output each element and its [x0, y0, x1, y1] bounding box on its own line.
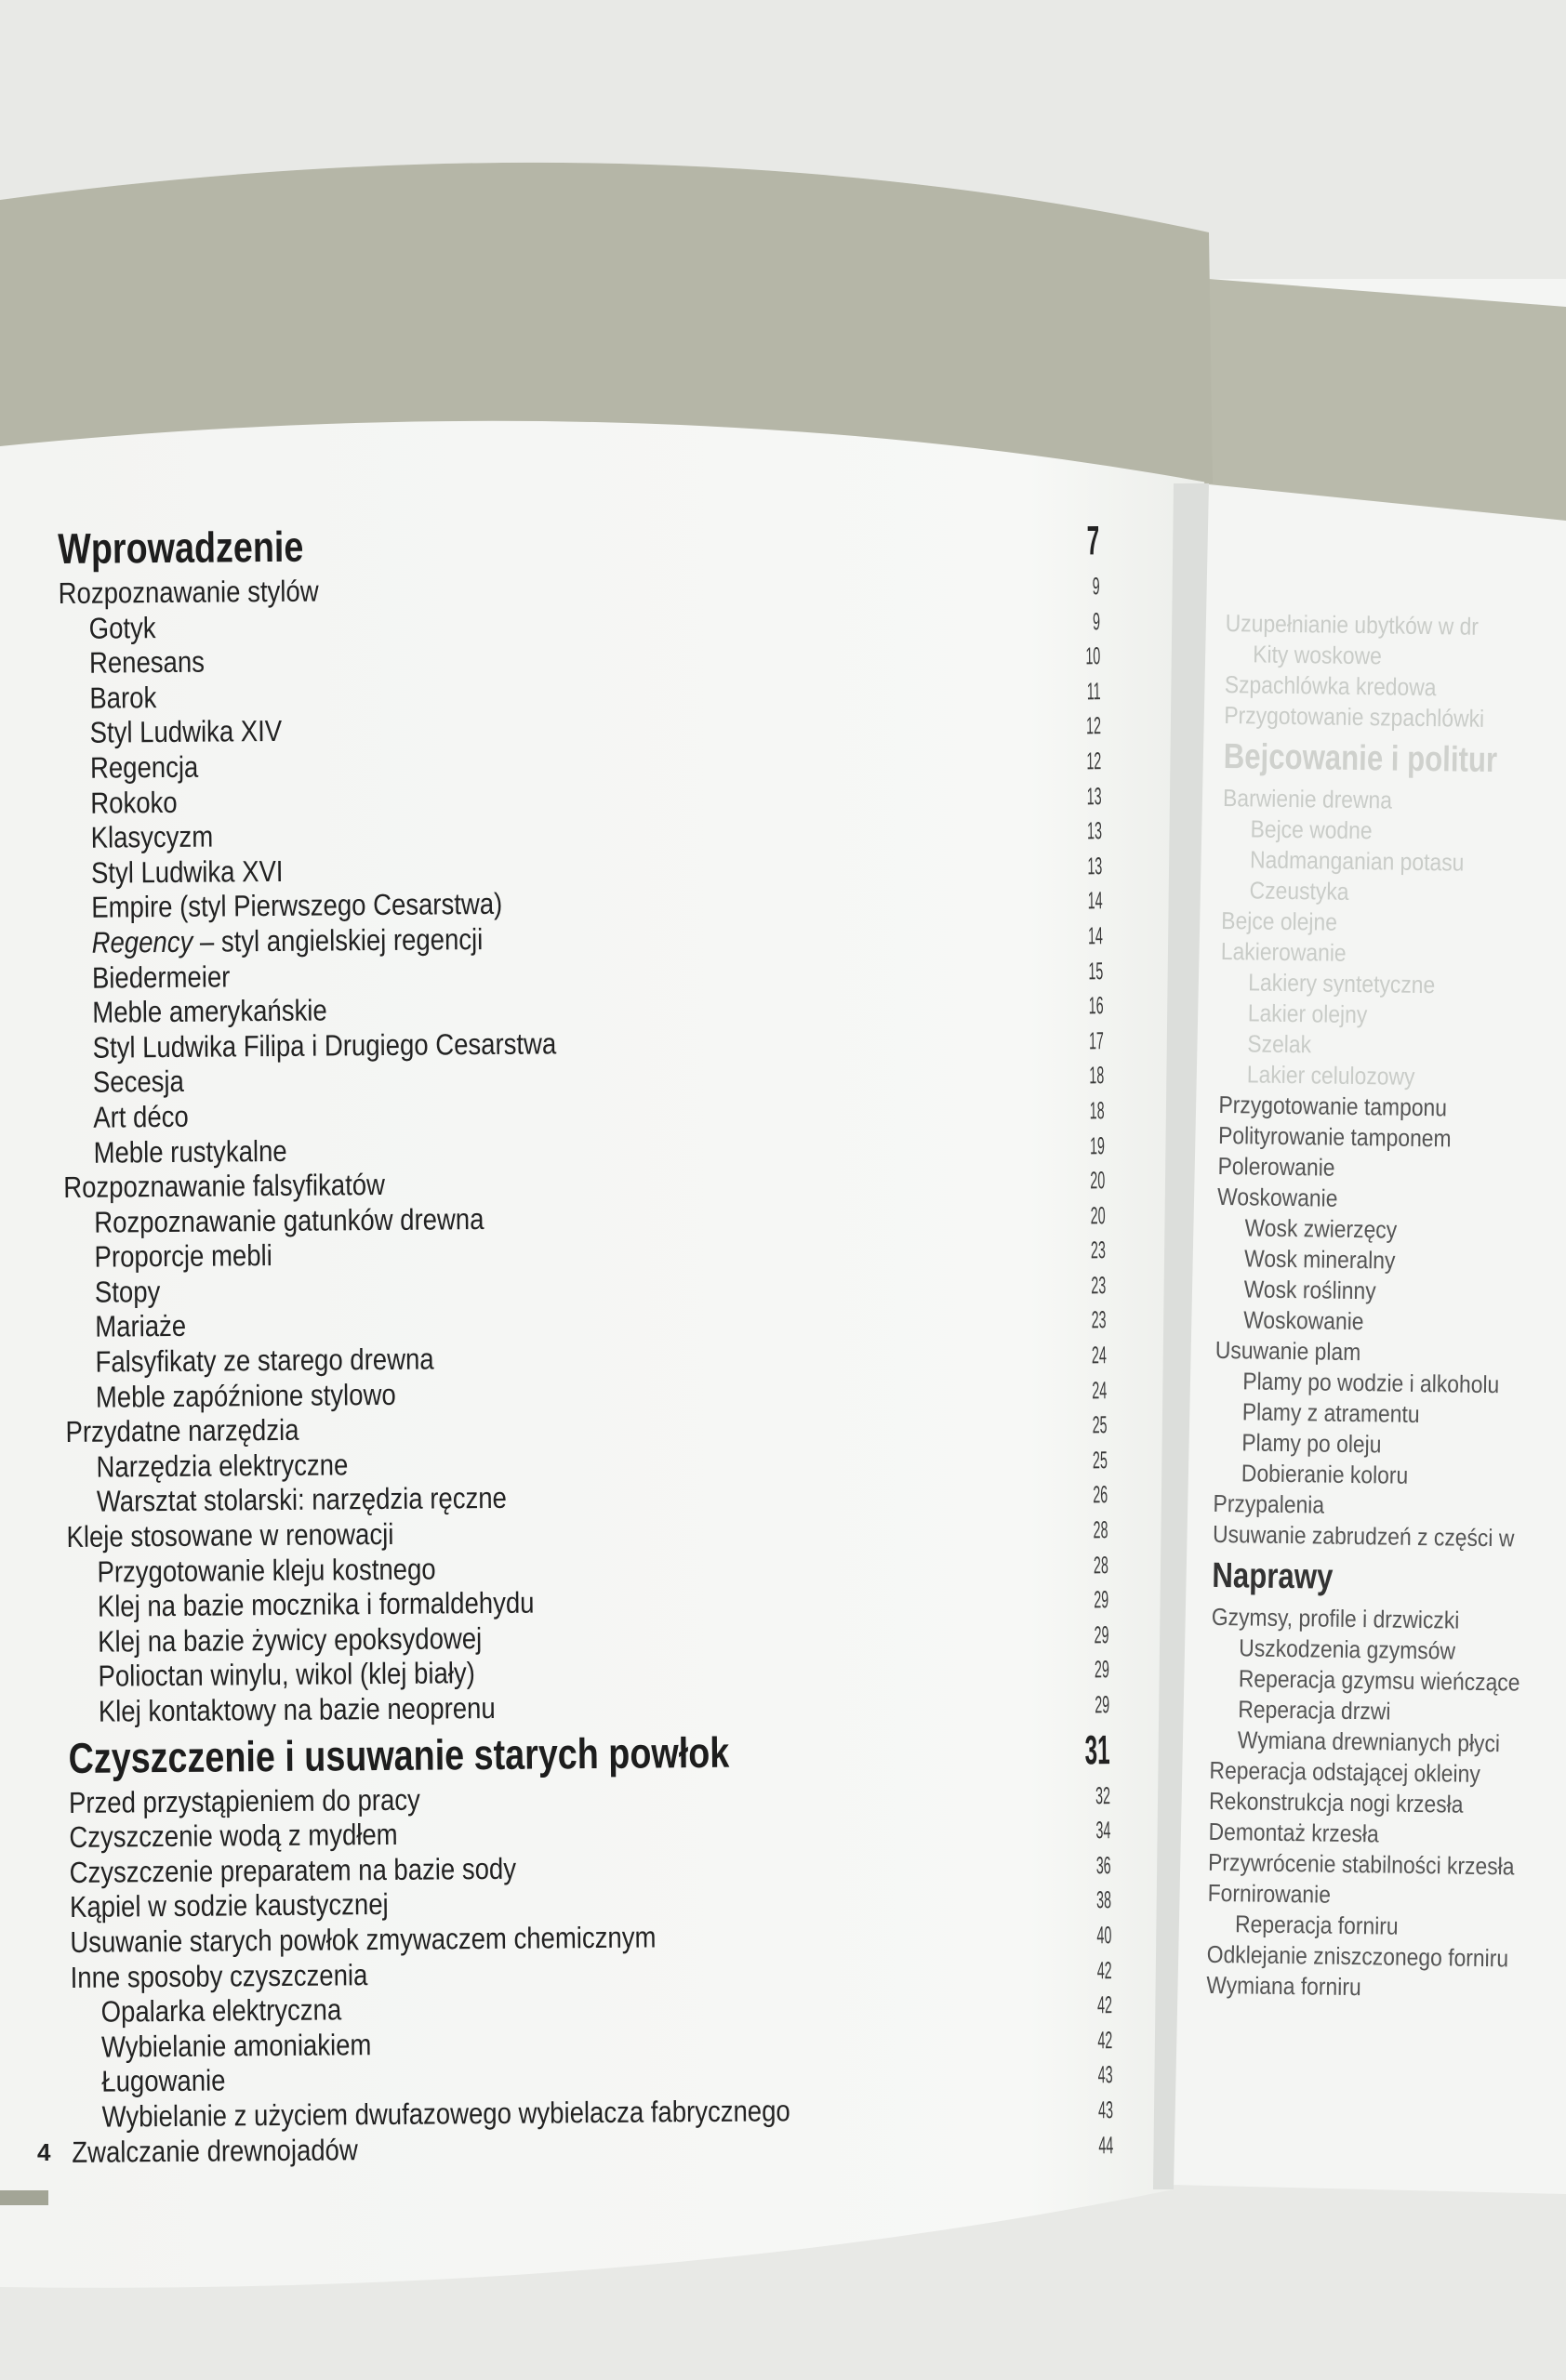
toc-entry-title: Polioctan winylu, wikol (klej biały) [98, 1656, 475, 1694]
toc-left-page [58, 511, 1113, 2170]
toc-entry-title: Reperacja odstającej okleiny [1209, 1755, 1480, 1788]
toc-entry-title: Czyszczenie wodą z mydłem [69, 1818, 398, 1855]
toc-entry-title: Usuwanie starych powłok zmywaczem chemicznym [70, 1920, 657, 1959]
toc-entry-title: Demontaż krzesła [1208, 1817, 1379, 1848]
toc-page-number: 10 [1085, 641, 1101, 670]
toc-entry-title: Meble zapóźnione stylowo [95, 1377, 396, 1414]
toc-entry-title: Usuwanie plam [1214, 1335, 1361, 1367]
toc-entry-title: Secesja [92, 1064, 185, 1100]
toc-entry-title: Lakiery syntetyczne [1248, 968, 1436, 999]
toc-entry-title: Styl Ludwika XIV [89, 714, 283, 750]
toc-page-number: 12 [1085, 711, 1102, 740]
toc-entry-title: Usuwanie zabrudzeń z części w [1212, 1519, 1515, 1553]
toc-page-number: 28 [1093, 1515, 1108, 1544]
toc-entry-title: Renesans [88, 644, 206, 680]
toc-entry-title: Barok [89, 680, 157, 715]
toc-page-number: 19 [1089, 1130, 1106, 1159]
toc-entry-title: Rozpoznawanie stylów [58, 574, 319, 610]
toc-entry-title: Warsztat stolarski: narzędzia ręczne [96, 1481, 508, 1519]
toc-entry-title: Mariaże [95, 1309, 187, 1344]
toc-entry-rest: – styl angielskiej regencji [192, 921, 484, 959]
toc-entry-title: Przygotowanie kleju kostnego [97, 1552, 436, 1589]
toc-page-number: 44 [1098, 2130, 1114, 2159]
toc-entry-title: Bejce olejne [1221, 906, 1338, 936]
toc-page-number: 13 [1086, 781, 1102, 810]
toc-entry-title: Klasycyzm [90, 819, 214, 854]
toc-entry-title: Wprowadzenie [58, 522, 304, 573]
toc-page-number: 31 [1084, 1726, 1110, 1774]
toc-page-number: 43 [1097, 2060, 1113, 2089]
toc-entry-title: Rekonstrukcja nogi krzesła [1208, 1786, 1464, 1818]
toc-entry-title: Reperacja gzymsu wieńczące [1238, 1664, 1520, 1697]
toc-entry-title: Uszkodzenia gzymsów [1239, 1633, 1456, 1665]
toc-page-number: 36 [1095, 1850, 1111, 1880]
toc-entry-title: Bejce wodne [1250, 814, 1373, 845]
toc-page-number: 15 [1088, 956, 1104, 985]
toc-entry-title: Przed przystąpieniem do pracy [68, 1782, 420, 1819]
page-folio: 4 [37, 2138, 51, 2166]
toc-entry-title: Naprawy [1212, 1555, 1334, 1597]
toc-page-number: 26 [1093, 1480, 1108, 1509]
toc-entry-title: Nadmanganian potasu [1249, 845, 1465, 877]
toc-entry-title: Rozpoznawanie gatunków drewna [94, 1201, 484, 1239]
toc-entry-title: Szelak [1247, 1029, 1312, 1059]
toc-entry-title: Styl Ludwika Filipa i Drugiego Cesarstwa [92, 1026, 557, 1064]
toc-page-number: 29 [1094, 1655, 1109, 1684]
toc-entry-title: Lakier celulozowy [1246, 1060, 1415, 1091]
toc-entry-title: Przypalenia [1213, 1488, 1325, 1519]
toc-entry-title: Ługowanie [101, 2063, 226, 2098]
toc-page-number: 42 [1096, 1990, 1113, 2019]
toc-entry-title: Fornirowanie [1207, 1878, 1332, 1909]
toc-entry-title: Kąpiel w sodzie kaustycznej [69, 1887, 389, 1924]
toc-entry-title: Wymiana drewnianych płyci [1237, 1726, 1501, 1758]
toc-page-number: 34 [1095, 1816, 1111, 1844]
toc-entry-title: Opalarka elektryczna [100, 1992, 342, 2029]
toc-entry-title: Inne sposoby czyszczenia [70, 1957, 368, 1994]
toc-page-number: 40 [1096, 1921, 1112, 1950]
toc-page-number: 9 [1092, 606, 1101, 635]
right-page-band [1200, 279, 1566, 521]
toc-page-number: 13 [1087, 851, 1103, 880]
toc-entry-title: Gotyk [88, 610, 156, 645]
toc-entry-italic-part: Regency [91, 924, 193, 959]
toc-entry-title: Dobieranie koloru [1241, 1459, 1409, 1489]
toc-page-number: 32 [1095, 1780, 1111, 1809]
toc-entry-title: Lakier olejny [1247, 998, 1368, 1029]
toc-entry-title: Kleje stosowane w renowacji [66, 1516, 394, 1554]
toc-page-number: 17 [1088, 1025, 1105, 1055]
toc-entry-title: Szpachlówka kredowa [1224, 669, 1437, 702]
toc-entry-title: Empire (styl Pierwszego Cesarstwa) [91, 887, 503, 925]
toc-entry-title: Art déco [93, 1099, 189, 1134]
toc-page-number: 28 [1093, 1550, 1108, 1579]
toc-entry-title: Reperacja forniru [1234, 1910, 1399, 1940]
toc-entry-title: Meble amerykańskie [92, 993, 327, 1029]
toc-entry-title: Odklejanie zniszczonego forniru [1206, 1939, 1509, 1973]
toc-page-number: 42 [1096, 1955, 1112, 1984]
toc-right-page [1206, 608, 1566, 2006]
toc-section-heading [1212, 1550, 1566, 1607]
toc-section-heading [1223, 731, 1566, 788]
toc-entry-title: Klej na bazie mocznika i formaldehydu [97, 1585, 535, 1623]
toc-entry-title: Reperacja drzwi [1238, 1695, 1391, 1726]
toc-page-number: 24 [1091, 1341, 1108, 1369]
toc-entry-title: Wybielanie z użyciem dwufazowego wybielacza fabrycznego [101, 2094, 790, 2134]
toc-page-number: 13 [1086, 816, 1103, 845]
toc-entry-title: Polerowanie [1217, 1151, 1335, 1182]
toc-entry-title: Plamy po wodzie i alkoholu [1242, 1367, 1500, 1399]
toc-entry-title: Przydatne narzędzia [65, 1413, 299, 1449]
toc-entry-title: Lakierowanie [1220, 936, 1347, 967]
toc-entry-title: Woskowanie [1243, 1305, 1364, 1336]
toc-page-number: 43 [1097, 2096, 1114, 2124]
toc-entry-title: Czyszczenie preparatem na bazie sody [69, 1851, 517, 1889]
toc-entry-title: Proporcje mebli [94, 1238, 272, 1274]
toc-entry-title: Czeustyka [1249, 876, 1349, 906]
toc-entry-title: Regencja [89, 749, 199, 785]
toc-entry-title: Wybielanie amoniakiem [100, 2027, 372, 2064]
toc-entry-title: Kity woskowe [1253, 640, 1383, 670]
toc-entry-title: Gzymsy, profile i drzwiczki [1211, 1602, 1460, 1634]
toc-entry-title: Wymiana forniru [1206, 1970, 1361, 2002]
toc-entry-title: Rokoko [90, 785, 178, 820]
toc-entry-title: Barwienie drewna [1222, 783, 1393, 814]
toc-entry-title: Przygotowanie tamponu [1218, 1090, 1448, 1122]
toc-entry [1206, 1970, 1566, 2006]
toc-entry-title: Rozpoznawanie falsyfikatów [63, 1168, 386, 1205]
toc-section-heading [68, 1721, 1109, 1786]
toc-page-number: 29 [1095, 1690, 1110, 1719]
toc-page-number: 23 [1091, 1305, 1107, 1334]
toc-page-number: 11 [1086, 677, 1101, 706]
toc-entry-title: Plamy z atramentu [1241, 1397, 1420, 1428]
page-edge-marker [0, 2190, 48, 2205]
toc-entry-title: Falsyfikaty ze starego drewna [95, 1342, 434, 1379]
toc-page-number: 12 [1086, 747, 1102, 775]
toc-page-number: 25 [1092, 1446, 1108, 1474]
toc-entry-title: Biedermeier [91, 959, 231, 995]
toc-entry-title: Klej na bazie żywicy epoksydowej [98, 1620, 483, 1659]
toc-entry-title: Narzędzia elektryczne [96, 1448, 349, 1484]
toc-entry-title: Plamy po oleju [1241, 1428, 1382, 1459]
toc-page-number: 14 [1087, 921, 1104, 950]
toc-entry-title: Styl Ludwika XVI [90, 853, 284, 890]
toc-entry-title: Uzupełnianie ubytków w dr [1225, 608, 1480, 641]
toc-entry-title: Woskowanie [1216, 1182, 1338, 1212]
toc-page-number: 18 [1089, 1096, 1105, 1125]
toc-entry-title: Przygotowanie szpachlówki [1224, 700, 1485, 733]
toc-entry-title: Stopy [94, 1274, 161, 1309]
toc-entry-title: Wosk mineralny [1243, 1244, 1396, 1275]
toc-page-number: 7 [1086, 518, 1100, 564]
toc-page-number: 20 [1090, 1166, 1106, 1195]
toc-page-number: 23 [1091, 1271, 1107, 1300]
toc-section-heading [58, 511, 1099, 576]
toc-entry-title: Czyszczenie i usuwanie starych powłok [68, 1727, 730, 1782]
toc-page-number: 14 [1087, 886, 1103, 915]
toc-page-number: 29 [1094, 1620, 1109, 1649]
toc-entry-title: Klej kontaktowy na bazie neoprenu [98, 1690, 496, 1728]
toc-page-number: 29 [1094, 1585, 1109, 1614]
toc-page-number: 24 [1092, 1375, 1108, 1404]
toc-page-number: 16 [1088, 991, 1104, 1020]
toc-entry-title: Polityrowanie tamponem [1217, 1120, 1452, 1153]
toc-entry-title: Zwalczanie drewnojadów [72, 2132, 358, 2169]
toc-page-number: 25 [1092, 1410, 1108, 1439]
toc-page-number: 18 [1089, 1061, 1105, 1090]
toc-entry-title: Wosk roślinny [1243, 1275, 1376, 1305]
toc-entry-title: Meble rustykalne [93, 1133, 287, 1170]
toc-page-number: 20 [1090, 1200, 1106, 1230]
toc-entry-title: Wosk zwierzęcy [1244, 1213, 1398, 1244]
toc-page-number: 42 [1097, 2025, 1113, 2055]
toc-page-number: 38 [1095, 1885, 1112, 1914]
toc-entry-title: Przywrócenie stabilności krzesła [1207, 1847, 1515, 1881]
toc-page-number: 23 [1090, 1236, 1107, 1264]
toc-page-number: 9 [1092, 572, 1100, 601]
toc-entry-title: Bejcowanie i politur [1223, 736, 1498, 781]
